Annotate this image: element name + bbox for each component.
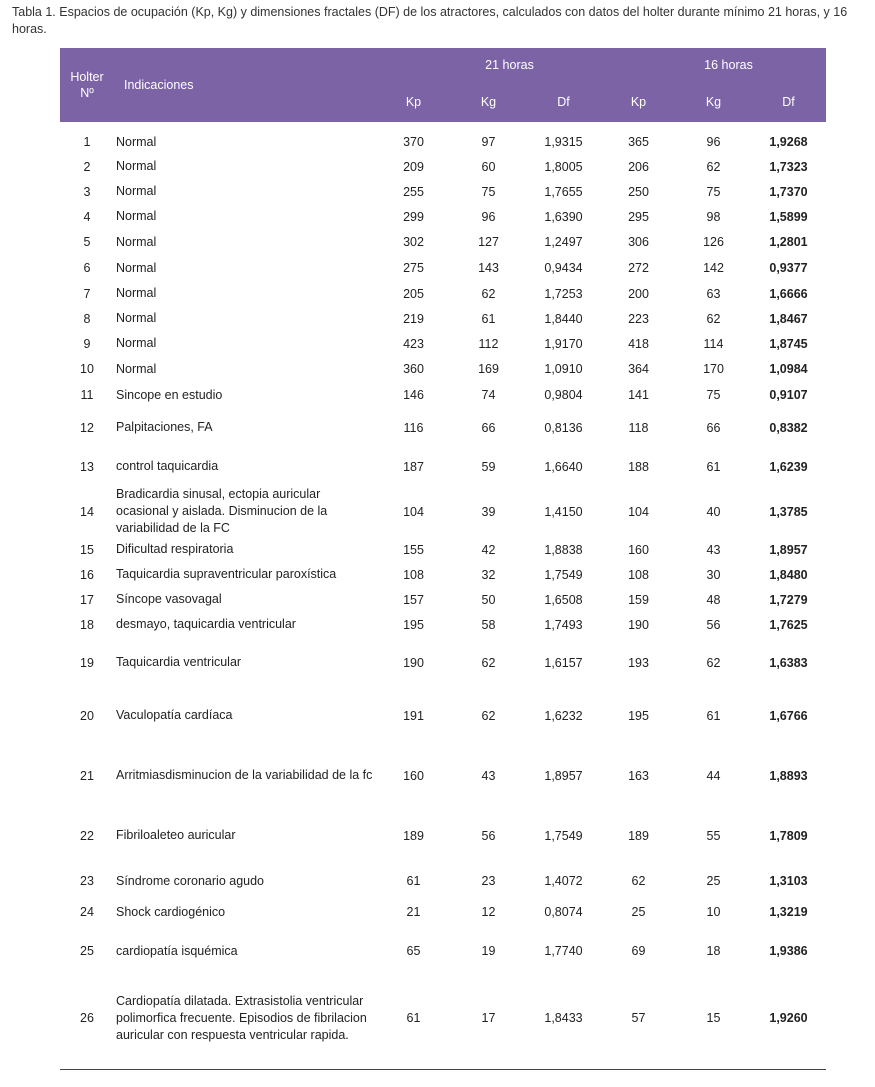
cell-df-16: 0,8382	[769, 420, 808, 435]
cell-df-21: 1,8005	[544, 159, 583, 174]
cell-holter-number: 12	[80, 420, 94, 435]
cell-kp-16: 57	[631, 1011, 646, 1025]
cell-holter-number: 24	[80, 905, 94, 919]
cell-df-21: 1,6508	[544, 592, 583, 607]
cell-holter-number: 11	[80, 388, 94, 402]
cell-kg-16: 62	[706, 311, 721, 326]
cell-df-16: 1,8480	[769, 567, 808, 582]
header-group-16-horas: 16 horas	[704, 58, 753, 72]
cell-kp-16: 364	[628, 362, 649, 376]
cell-df-21: 1,6640	[544, 459, 583, 474]
cell-kg-16: 170	[703, 362, 724, 376]
cell-indicacion: Normal	[116, 361, 157, 376]
cell-kp-16: 200	[628, 286, 649, 301]
cell-kg-21: 50	[481, 592, 496, 607]
cell-holter-number: 25	[80, 944, 94, 958]
table-row	[60, 486, 826, 537]
cell-indicacion: Bradicardia sinusal, ectopia auricular ocasional y aislada. Disminucion de la variabilidad de la FC	[116, 487, 328, 535]
cell-holter-number: 26	[80, 1011, 94, 1025]
cell-kg-16: 96	[706, 135, 721, 149]
cell-kp-16: 141	[628, 388, 649, 402]
cell-df-21: 1,7493	[544, 617, 583, 632]
cell-df-21: 1,9315	[544, 135, 583, 149]
table-row	[60, 281, 826, 306]
cell-kp-21: 21	[406, 905, 421, 919]
cell-kg-16: 75	[706, 388, 721, 402]
cell-indicacion: Palpitaciones, FA	[116, 420, 213, 434]
table-header	[60, 48, 826, 122]
cell-df-21: 1,2497	[544, 235, 583, 249]
cell-kg-21: 42	[481, 542, 496, 557]
cell-kp-16: 118	[628, 420, 649, 435]
cell-kp-21: 360	[403, 362, 424, 376]
cell-df-21: 1,9170	[544, 336, 583, 351]
cell-indicacion: Normal	[116, 336, 157, 350]
cell-kp-16: 25	[631, 905, 646, 919]
table-row	[60, 356, 826, 382]
table-row	[60, 255, 826, 281]
cell-kp-16: 62	[631, 874, 646, 888]
cell-df-16: 1,7279	[769, 592, 808, 607]
cell-df-21: 0,8074	[544, 905, 583, 919]
cell-df-16: 1,8745	[769, 336, 808, 351]
cell-df-21: 1,6232	[544, 708, 583, 723]
cell-indicacion: Normal	[116, 134, 157, 149]
cell-kg-16: 126	[703, 235, 724, 249]
cell-kp-16: 188	[628, 459, 649, 474]
cell-df-16: 1,8893	[769, 768, 808, 783]
cell-holter-number: 13	[80, 459, 94, 474]
table-row	[60, 229, 826, 255]
cell-kp-16: 272	[628, 261, 649, 275]
cell-kp-21: 146	[403, 388, 424, 402]
cell-kp-21: 209	[403, 159, 424, 174]
cell-df-21: 0,9804	[544, 388, 583, 402]
cell-df-16: 1,0984	[769, 362, 808, 376]
cell-kg-16: 40	[706, 504, 721, 519]
cell-kg-21: 12	[481, 905, 496, 919]
table-row	[60, 743, 826, 808]
cell-df-21: 1,6157	[544, 655, 583, 670]
cell-df-16: 1,2801	[769, 235, 808, 249]
cell-kg-16: 63	[706, 286, 721, 301]
cell-kp-21: 191	[403, 708, 424, 723]
cell-indicacion: Taquicardia supraventricular paroxística	[116, 567, 337, 581]
cell-kg-16: 142	[703, 261, 724, 275]
cell-kp-16: 190	[628, 617, 649, 632]
cell-df-16: 1,5899	[769, 209, 808, 224]
cell-kg-16: 10	[706, 905, 721, 919]
header-kp-16: Kp	[630, 95, 647, 109]
cell-kg-16: 44	[706, 768, 721, 783]
cell-kg-21: 23	[481, 874, 496, 888]
cell-kp-16: 295	[628, 209, 649, 224]
cell-df-16: 1,6766	[769, 708, 808, 723]
cell-kp-21: 205	[403, 286, 424, 301]
cell-kg-16: 62	[706, 655, 721, 670]
header-kp-21: Kp	[405, 95, 422, 109]
cell-kg-21: 61	[481, 311, 496, 326]
table-row	[60, 587, 826, 612]
cell-indicacion: desmayo, taquicardia ventricular	[116, 617, 296, 631]
cell-kp-21: 219	[403, 311, 424, 326]
header-kg-21: Kg	[480, 95, 497, 109]
cell-holter-number: 16	[80, 567, 94, 582]
cell-kg-21: 97	[481, 135, 496, 149]
cell-indicacion: Normal	[116, 184, 157, 198]
cell-indicacion: Cardiopatía dilatada. Extrasistolia ventricular polimorfica frecuente. Episodios de fibrilacion auricular con respuesta ventricular rapida.	[116, 993, 367, 1042]
cell-df-16: 1,3785	[769, 504, 808, 519]
cell-holter-number: 5	[83, 235, 91, 249]
cell-df-16: 1,9260	[769, 1011, 808, 1025]
cell-df-16: 1,6666	[769, 286, 808, 301]
cell-kg-21: 39	[481, 504, 496, 519]
cell-kp-21: 189	[403, 828, 424, 843]
cell-kg-16: 114	[703, 336, 724, 351]
cell-indicacion: Taquicardia ventricular	[116, 655, 242, 669]
table-row	[60, 977, 826, 1059]
cell-holter-number: 4	[83, 209, 91, 224]
table-row	[60, 899, 826, 925]
cell-kp-21: 157	[403, 592, 424, 607]
cell-kp-21: 155	[403, 542, 424, 557]
cell-indicacion: Normal	[116, 311, 157, 325]
cell-indicacion: Fibriloaleteo auricular	[116, 828, 236, 842]
header-kg-16: Kg	[705, 95, 722, 109]
cell-kp-16: 365	[628, 135, 649, 149]
cell-kg-16: 25	[706, 874, 721, 888]
cell-kg-16: 55	[706, 828, 721, 843]
table-row	[60, 637, 826, 688]
table-row	[60, 808, 826, 863]
cell-indicacion: cardiopatía isquémica	[116, 943, 238, 958]
cell-indicacion: Normal	[116, 286, 157, 300]
cell-indicacion: Sincope en estudio	[116, 387, 223, 402]
cell-kp-16: 223	[628, 311, 649, 326]
cell-indicacion: Dificultad respiratoria	[116, 542, 234, 556]
data-table-container	[60, 48, 826, 1059]
cell-holter-number: 3	[83, 184, 91, 199]
header-df-21: Df	[557, 95, 570, 109]
cell-df-16: 1,6383	[769, 655, 808, 670]
cell-kg-21: 19	[481, 944, 496, 958]
cell-holter-number: 17	[80, 592, 94, 607]
cell-df-16: 1,7370	[769, 184, 808, 199]
cell-indicacion: Vaculopatía cardíaca	[116, 708, 233, 722]
cell-holter-number: 1	[83, 135, 91, 149]
cell-df-21: 1,8440	[544, 311, 583, 326]
cell-kp-16: 104	[628, 504, 649, 519]
cell-kg-21: 59	[481, 459, 496, 474]
cell-kg-21: 127	[478, 235, 499, 249]
cell-kg-16: 75	[706, 184, 721, 199]
cell-holter-number: 6	[83, 261, 91, 275]
cell-holter-number: 8	[83, 311, 91, 326]
cell-kp-21: 187	[403, 459, 424, 474]
cell-kp-21: 116	[403, 420, 424, 435]
cell-df-16: 1,3103	[769, 874, 808, 888]
table-row	[60, 863, 826, 899]
cell-df-16: 0,9107	[769, 388, 808, 402]
table-row	[60, 925, 826, 977]
cell-indicacion: Normal	[116, 260, 157, 275]
cell-holter-number: 10	[80, 362, 94, 376]
cell-indicacion: Shock cardiogénico	[116, 904, 226, 919]
cell-kp-21: 302	[403, 235, 424, 249]
cell-df-16: 1,7809	[769, 828, 808, 843]
cell-holter-number: 15	[80, 542, 94, 557]
cell-df-21: 1,7549	[544, 828, 583, 843]
cell-df-21: 1,4150	[544, 504, 583, 519]
cell-holter-number: 9	[83, 336, 91, 351]
bottom-rule	[60, 1069, 826, 1070]
header-df-16: Df	[782, 95, 795, 109]
table-row	[60, 382, 826, 408]
cell-kg-21: 75	[481, 184, 496, 199]
cell-kp-16: 159	[628, 592, 649, 607]
cell-kp-21: 299	[403, 209, 424, 224]
cell-df-21: 1,7549	[544, 567, 583, 582]
cell-kg-21: 60	[481, 159, 496, 174]
cell-kg-16: 66	[706, 420, 721, 435]
cell-kg-21: 169	[478, 362, 499, 376]
header-holter-line1: Holter	[70, 70, 104, 84]
cell-kg-16: 48	[706, 592, 721, 607]
cell-df-16: 1,7323	[769, 159, 808, 174]
cell-kp-21: 190	[403, 655, 424, 670]
cell-kp-16: 160	[628, 542, 649, 557]
cell-df-21: 0,8136	[544, 420, 583, 435]
cell-holter-number: 21	[80, 768, 94, 783]
cell-indicacion: Síndrome coronario agudo	[116, 873, 265, 888]
cell-kp-21: 61	[406, 1011, 421, 1025]
cell-kp-16: 163	[628, 768, 649, 783]
cell-holter-number: 22	[80, 828, 94, 843]
cell-df-21: 1,8433	[544, 1011, 583, 1025]
cell-kg-21: 32	[481, 567, 496, 582]
cell-df-21: 1,8957	[544, 768, 583, 783]
cell-df-16: 1,8957	[769, 542, 808, 557]
table-row	[60, 331, 826, 356]
cell-kg-21: 62	[481, 286, 496, 301]
cell-kp-21: 370	[403, 135, 424, 149]
cell-kg-16: 43	[706, 542, 721, 557]
header-indicaciones: Indicaciones	[124, 78, 194, 92]
cell-holter-number: 18	[80, 617, 94, 632]
table-row	[60, 204, 826, 229]
cell-kg-21: 112	[478, 336, 499, 351]
cell-kg-21: 74	[481, 388, 496, 402]
header-holter	[60, 48, 114, 122]
cell-kg-21: 43	[481, 768, 496, 783]
cell-indicacion: Arritmiasdisminucion de la variabilidad de la fc	[116, 768, 373, 782]
cell-kp-21: 65	[406, 944, 421, 958]
cell-kp-21: 255	[403, 184, 424, 199]
table-row	[60, 562, 826, 587]
cell-df-21: 1,7655	[544, 184, 583, 199]
cell-df-16: 0,9377	[769, 261, 808, 275]
cell-kg-16: 30	[706, 567, 721, 582]
table-caption: Tabla 1. Espacios de ocupación (Kp, Kg) y dimensiones fractales (DF) de los atractores, calculados con datos del holter durante mínimo 21 horas, y 16 horas.	[12, 5, 848, 36]
cell-holter-number: 2	[83, 159, 91, 174]
cell-df-16: 1,3219	[769, 905, 808, 919]
cell-kp-21: 61	[406, 874, 421, 888]
cell-kp-21: 275	[403, 261, 424, 275]
header-group-21-horas: 21 horas	[485, 58, 534, 72]
table-row	[60, 447, 826, 486]
cell-kg-21: 143	[478, 261, 499, 275]
cell-holter-number: 20	[80, 708, 94, 723]
table-row	[60, 154, 826, 179]
cell-kg-16: 56	[706, 617, 721, 632]
cell-df-16: 1,7625	[769, 617, 808, 632]
cell-kp-21: 423	[403, 336, 424, 351]
cell-kg-16: 18	[706, 944, 721, 958]
table-row	[60, 408, 826, 447]
cell-df-16: 1,9386	[769, 944, 808, 958]
cell-kg-21: 58	[481, 617, 496, 632]
table-row	[60, 688, 826, 743]
cell-kp-16: 306	[628, 235, 649, 249]
cell-kg-16: 98	[706, 209, 721, 224]
table-row	[60, 537, 826, 562]
cell-df-21: 1,0910	[544, 362, 583, 376]
table-body	[60, 122, 826, 1059]
cell-kg-21: 96	[481, 209, 496, 224]
cell-indicacion: Síncope vasovagal	[116, 592, 222, 606]
table-row	[60, 612, 826, 637]
cell-kp-16: 69	[631, 944, 646, 958]
cell-kg-16: 15	[706, 1011, 721, 1025]
cell-indicacion: control taquicardia	[116, 459, 219, 473]
cell-df-21: 1,8838	[544, 542, 583, 557]
cell-holter-number: 19	[80, 655, 94, 670]
cell-kp-16: 189	[628, 828, 649, 843]
cell-indicacion: Normal	[116, 159, 157, 173]
cell-kg-16: 62	[706, 159, 721, 174]
cell-kg-21: 17	[481, 1011, 496, 1025]
cell-df-21: 1,4072	[544, 874, 583, 888]
cell-indicacion: Normal	[116, 234, 157, 249]
header-holter-line2: Nº	[80, 86, 94, 100]
cell-kg-21: 62	[481, 708, 496, 723]
cell-kp-16: 108	[628, 567, 649, 582]
cell-df-21: 1,6390	[544, 209, 583, 224]
cell-kp-16: 193	[628, 655, 649, 670]
cell-kp-16: 195	[628, 708, 649, 723]
cell-kp-16: 206	[628, 159, 649, 174]
cell-df-16: 1,8467	[769, 311, 808, 326]
cell-kg-21: 66	[481, 420, 496, 435]
cell-holter-number: 23	[80, 874, 94, 888]
cell-kg-16: 61	[706, 708, 721, 723]
cell-kg-21: 62	[481, 655, 496, 670]
cell-holter-number: 7	[83, 286, 91, 301]
cell-kp-21: 104	[403, 504, 424, 519]
data-table	[60, 48, 826, 1059]
cell-df-21: 1,7253	[544, 286, 583, 301]
cell-kp-21: 108	[403, 567, 424, 582]
cell-kg-21: 56	[481, 828, 496, 843]
cell-df-21: 0,9434	[544, 261, 583, 275]
cell-kp-21: 160	[403, 768, 424, 783]
cell-kp-16: 418	[628, 336, 649, 351]
cell-kg-16: 61	[706, 459, 721, 474]
table-row	[60, 130, 826, 154]
table-row	[60, 179, 826, 204]
cell-kp-16: 250	[628, 184, 649, 199]
cell-df-16: 1,6239	[769, 459, 808, 474]
cell-holter-number: 14	[80, 504, 94, 519]
cell-df-16: 1,9268	[769, 135, 808, 149]
cell-df-21: 1,7740	[544, 944, 583, 958]
cell-indicacion: Normal	[116, 209, 157, 223]
table-row	[60, 306, 826, 331]
cell-kp-21: 195	[403, 617, 424, 632]
